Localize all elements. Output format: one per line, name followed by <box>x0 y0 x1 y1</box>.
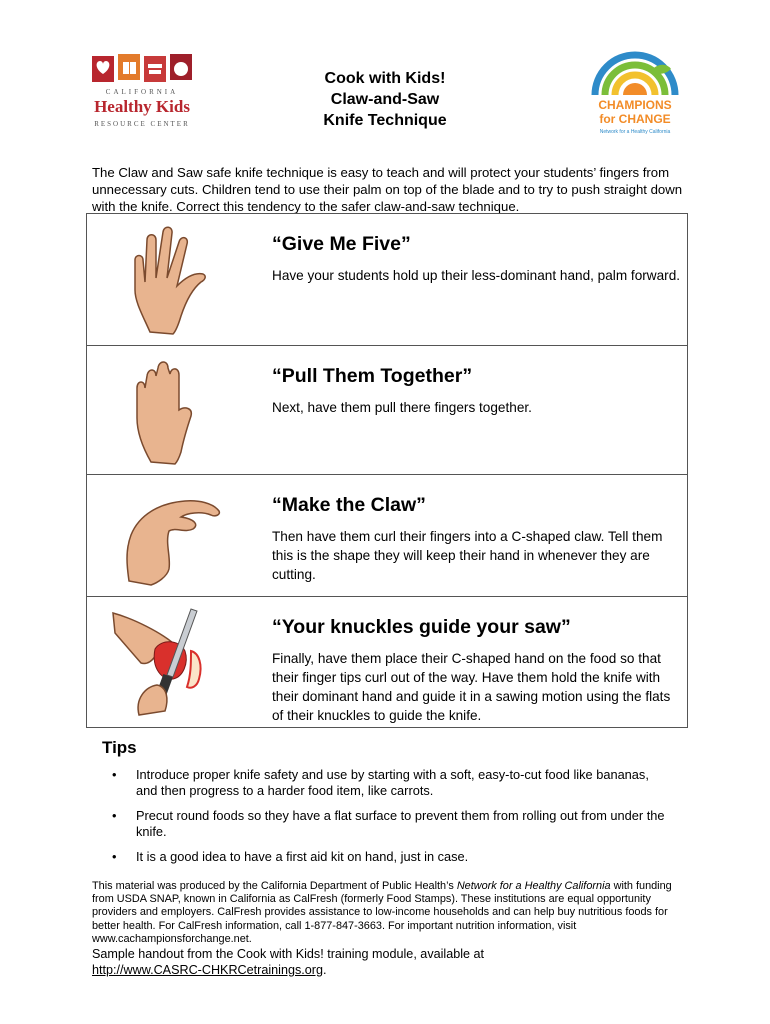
step-title: “Pull Them Together” <box>272 365 473 387</box>
title-line-1: Cook with Kids! <box>324 70 446 87</box>
intro-paragraph: The Claw and Saw safe knife technique is easy to teach and will protect your students’ fingers from unnecessary cuts. Children tend to use their palm on top of the blade and to try to push straight down with the knife. Correct this tendency to the safer claw-and-saw technique. <box>92 165 683 214</box>
sample-handout-note <box>92 946 692 978</box>
tips-list <box>112 767 672 874</box>
step-body: Have your students hold up their less-dominant hand, palm forward. <box>272 268 681 283</box>
tip-text: Introduce proper knife safety and use by starting with a soft, easy-to-cut food like bananas, and then progress to a harder food item, like carrots. <box>136 767 649 798</box>
step-knuckles-guide-saw <box>87 597 687 727</box>
apple-icon <box>170 54 192 80</box>
rainbow-sun-icon <box>595 55 675 95</box>
funding-text-2: with funding from USDA SNAP, known in California as CalFresh (formerly Food Stamps). These institutions are equal opportunity providers and employers. CalFresh provides assistance to low-income households and can help buy nutritious foods for better health. For CalFresh information, call 1-877-847-3663. For important nutrition information, visit www.cachampionsforchange.net. <box>92 880 672 945</box>
step-title: “Your knuckles guide your saw” <box>272 616 571 638</box>
healthy-kids-logo <box>86 52 198 132</box>
bullet: • <box>112 767 117 782</box>
logo-cfc-line1: CHAMPIONS <box>598 98 672 112</box>
bullet: • <box>112 808 117 823</box>
logo-hk-line3: RESOURCE CENTER <box>94 120 190 128</box>
tip-text: It is a good idea to have a first aid kit on hand, just in case. <box>136 849 469 864</box>
funding-text-1: This material was produced by the California Department of Public Health’s <box>92 880 457 892</box>
champions-for-change-logo <box>585 45 685 140</box>
list-item <box>112 767 672 799</box>
link-suffix: . <box>322 963 327 977</box>
step-title: “Make the Claw” <box>272 494 426 516</box>
training-link[interactable]: http://www.CASRC-CHKRCetrainings.org <box>92 963 323 977</box>
book-icon <box>118 54 140 80</box>
logo-cfc-line3: Network for a Healthy California <box>599 129 671 135</box>
claw-hand-icon <box>95 481 245 591</box>
step-body: Finally, have them place their C-shaped hand on the food so that their finger tips curl out of the way. Have them hold the knife with their dominant hand and guide it in a sawing motion using the flats of their knuckles to guide the knife. <box>272 651 671 723</box>
tip-text: Precut round foods so they have a flat surface to prevent them from rolling out from under the knife. <box>136 808 665 839</box>
logo-cfc-line2: for CHANGE <box>599 112 671 126</box>
step-body: Next, have them pull there fingers together. <box>272 400 532 415</box>
title-line-3: Knife Technique <box>323 112 447 129</box>
open-hand-icon <box>95 220 245 338</box>
step-title: “Give Me Five” <box>272 233 411 255</box>
logo-hk-line1: CALIFORNIA <box>105 88 179 96</box>
funding-notice <box>92 880 692 946</box>
sample-text: Sample handout from the Cook with Kids! training module, available at <box>92 947 485 961</box>
page-title <box>280 68 490 131</box>
step-body: Then have them curl their fingers into a C-shaped claw. Tell them this is the shape they will keep their hand in whenever they are cutting. <box>272 529 663 582</box>
heart-icon <box>92 56 114 82</box>
steps-table <box>86 213 688 728</box>
logo-hk-line2: Healthy Kids <box>94 97 190 116</box>
stack-icon <box>144 56 166 82</box>
step-pull-them-together <box>87 346 687 475</box>
closed-hand-icon <box>95 352 245 468</box>
list-item <box>112 808 672 840</box>
step-make-the-claw <box>87 475 687 597</box>
list-item <box>112 849 672 865</box>
step-give-me-five <box>87 214 687 346</box>
funding-network-name: Network for a Healthy California <box>456 880 611 892</box>
bullet: • <box>112 849 117 864</box>
knife-cutting-icon <box>95 603 245 721</box>
title-line-2: Claw-and-Saw <box>330 91 440 108</box>
tips-heading: Tips <box>102 738 137 757</box>
